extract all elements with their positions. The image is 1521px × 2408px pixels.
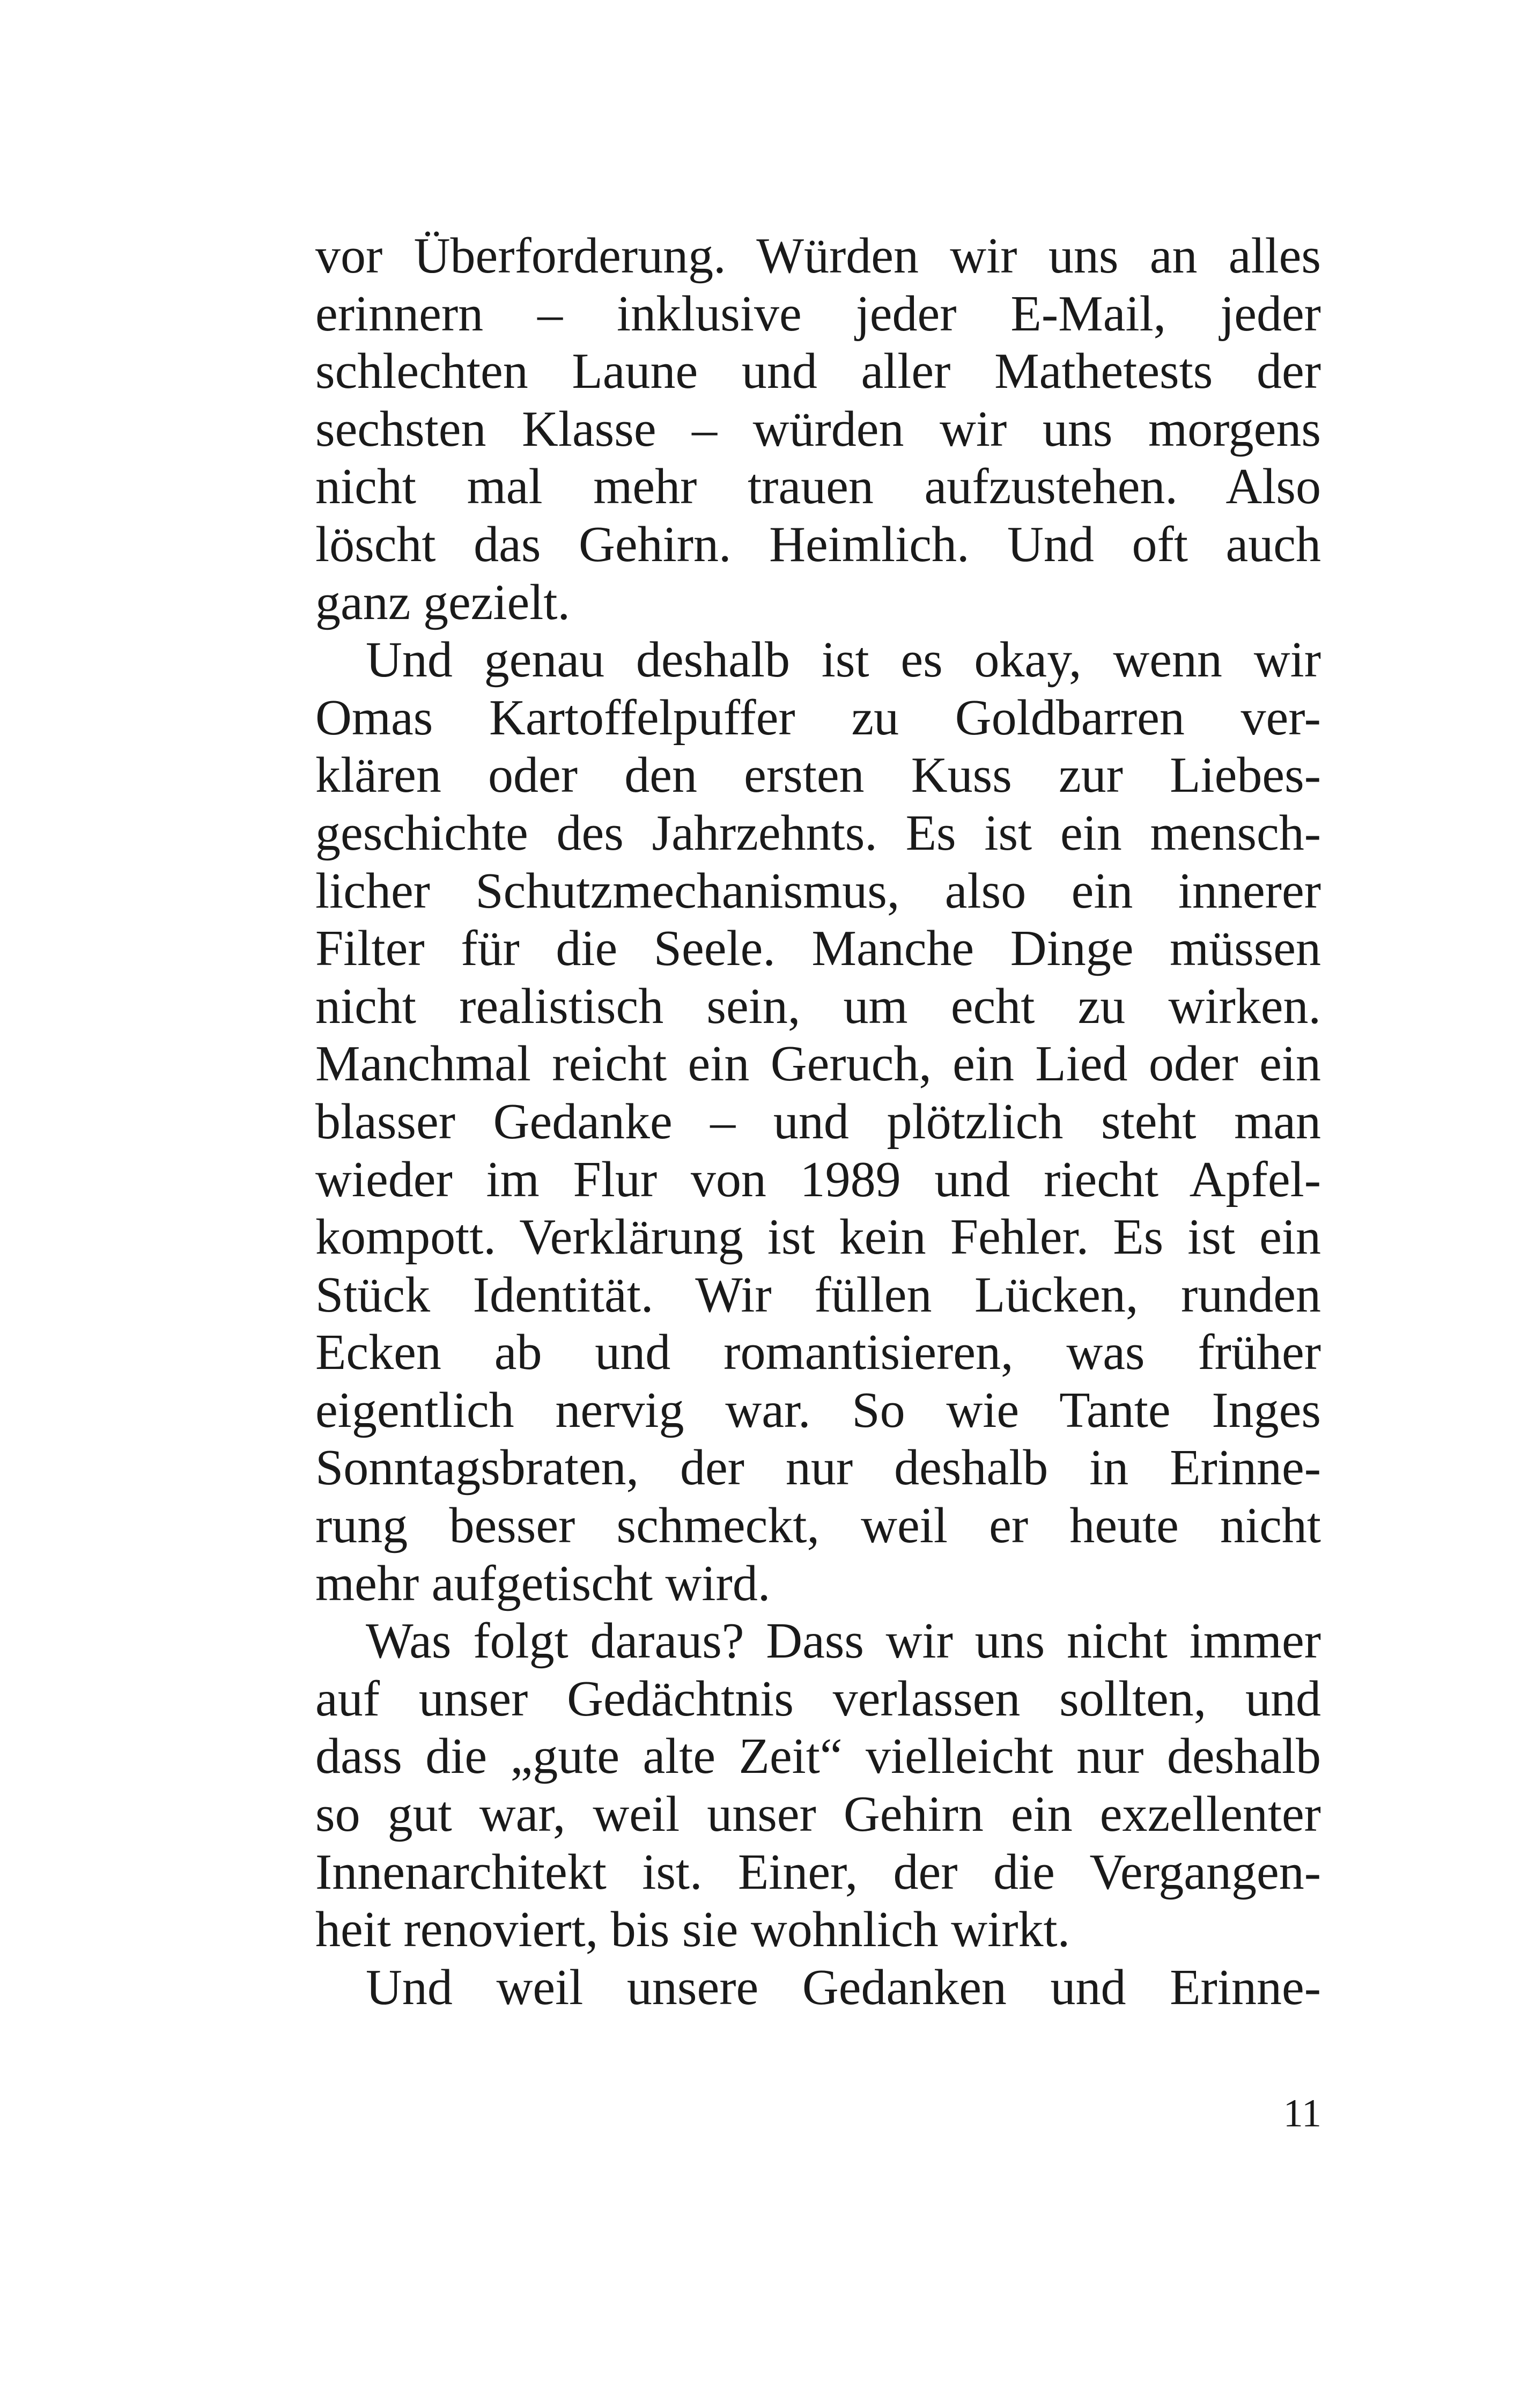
- text-line: nicht realistisch sein, um echt zu wirken.: [315, 978, 1321, 1034]
- text-line: nicht mal mehr trauen aufzustehen. Also: [315, 459, 1321, 515]
- text-line: mehr aufgetischt wird.: [315, 1555, 771, 1611]
- text-line: blasser Gedanke – und plötzlich steht man: [315, 1093, 1321, 1150]
- text-line: klären oder den ersten Kuss zur Liebes-: [315, 747, 1321, 804]
- text-line: geschichte des Jahrzehnts. Es ist ein mensch-: [315, 805, 1321, 861]
- text-line: licher Schutzmechanismus, also ein innerer: [315, 863, 1321, 919]
- text-line: Stück Identität. Wir füllen Lücken, runden: [315, 1266, 1321, 1323]
- text-line: erinnern – inklusive jeder E-Mail, jeder: [315, 285, 1321, 342]
- text-line: Omas Kartoffelpuffer zu Goldbarren ver-: [315, 689, 1321, 746]
- text-line: Und genau deshalb ist es okay, wenn wir: [366, 632, 1321, 688]
- text-line: Ecken ab und romantisieren, was früher: [315, 1324, 1321, 1381]
- text-line: löscht das Gehirn. Heimlich. Und oft auch: [315, 516, 1321, 572]
- text-line: rung besser schmeckt, weil er heute nicht: [315, 1498, 1321, 1554]
- paragraph: [315, 1959, 1321, 2017]
- text-line: Manchmal reicht ein Geruch, ein Lied oder ein: [315, 1036, 1321, 1092]
- text-line: heit renoviert, bis sie wohnlich wirkt.: [315, 1902, 1070, 1958]
- text-line: wieder im Flur von 1989 und riecht Apfel-: [315, 1151, 1321, 1207]
- text-line: Und weil unsere Gedanken und Erinne-: [366, 1959, 1321, 2015]
- text-line: vor Überforderung. Würden wir uns an alles: [315, 228, 1321, 284]
- paragraph: [315, 227, 1321, 631]
- text-line: Innenarchitekt ist. Einer, der die Vergangen-: [315, 1844, 1321, 1900]
- text-line: Sonntagsbraten, der nur deshalb in Erinne-: [315, 1440, 1321, 1496]
- text-line: Was folgt daraus? Dass wir uns nicht immer: [366, 1613, 1321, 1669]
- text-line: eigentlich nervig war. So wie Tante Inges: [315, 1382, 1321, 1438]
- text-line: auf unser Gedächtnis verlassen sollten, und: [315, 1670, 1321, 1727]
- paragraph: [315, 1612, 1321, 1959]
- text-line: ganz gezielt.: [315, 574, 570, 630]
- text-line: so gut war, weil unser Gehirn ein exzellenter: [315, 1786, 1321, 1843]
- text-line: dass die „gute alte Zeit“ vielleicht nur deshalb: [315, 1728, 1321, 1785]
- text-line: sechsten Klasse – würden wir uns morgens: [315, 401, 1321, 457]
- body-text: [315, 227, 1321, 2016]
- paragraph: [315, 631, 1321, 1612]
- text-line: schlechten Laune und aller Mathetests der: [315, 343, 1321, 400]
- page-number: 11: [1283, 2092, 1321, 2135]
- text-line: kompott. Verklärung ist kein Fehler. Es ist ein: [315, 1209, 1321, 1265]
- text-line: Filter für die Seele. Manche Dinge müssen: [315, 921, 1321, 977]
